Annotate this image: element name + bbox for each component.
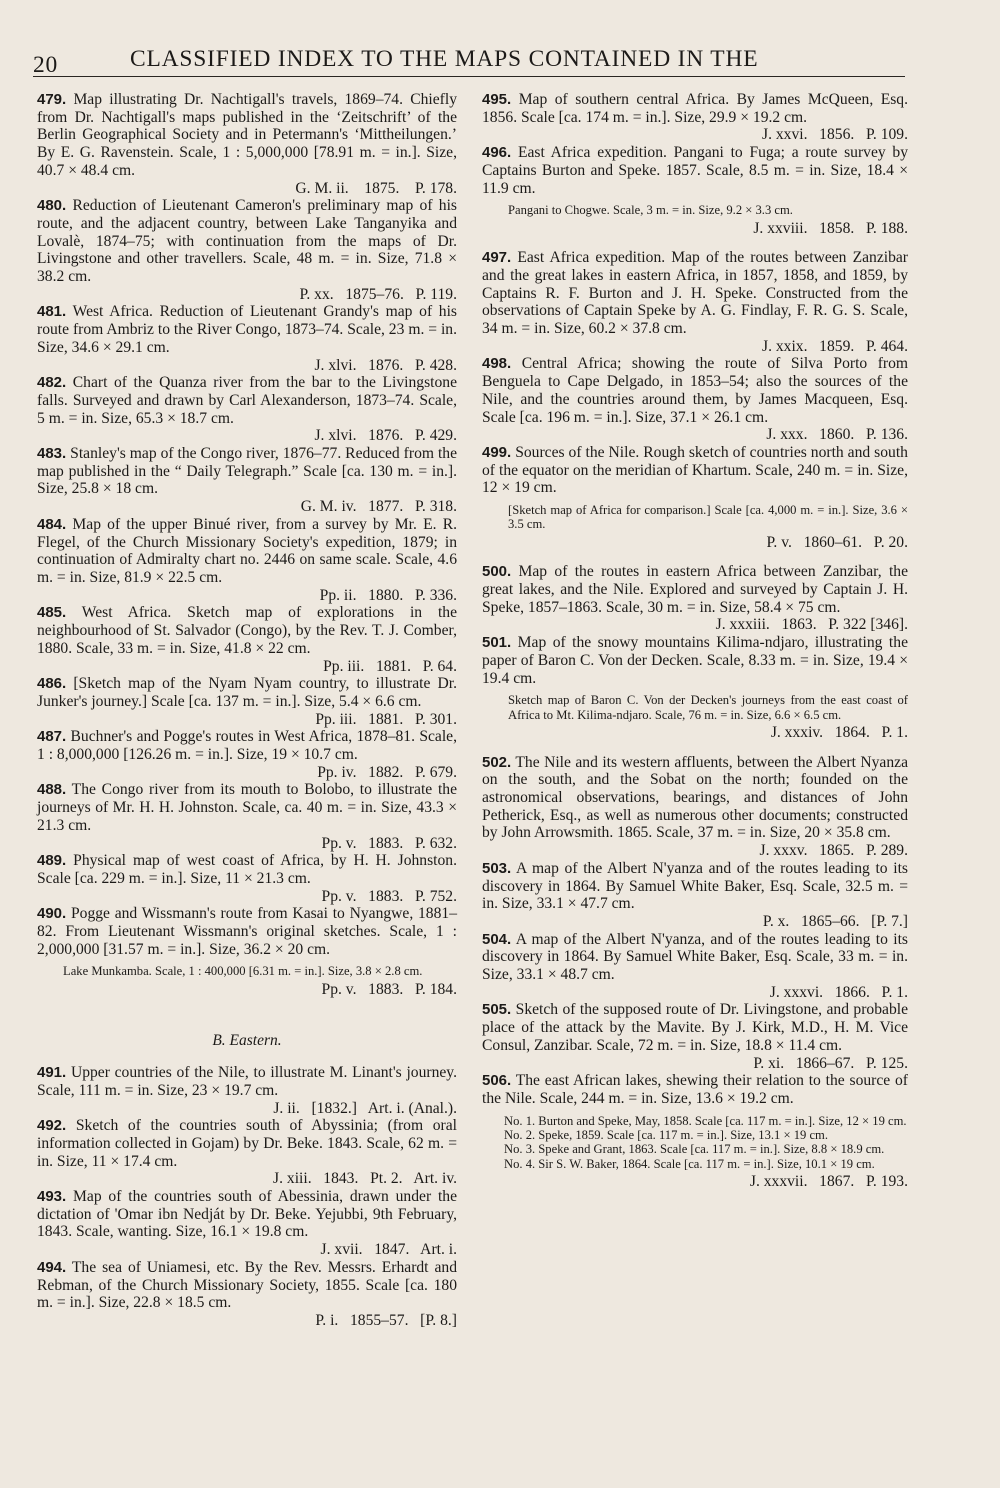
right-column: [482, 91, 908, 1191]
index-entry-502: 502. The Nile and its western affluents, between the Albert Nyanza on the south, and the Sobat on the north; founded on the astronomical observations, bearings, and distances of John Petherick, Esq., as well as numerous other documents; constructed by John Arrowsmith. 1865. Scale, 37 m. = in. Size, 20 × 35.8 cm. J. xxxv. 1865. P. 289.: [482, 753, 908, 860]
section-heading: B. Eastern.: [212, 1032, 282, 1050]
index-entry-491: 491. Upper countries of the Nile, to illustrate M. Linant's journey. Scale, 111 m. = in. Size, 23 × 19.7 cm. J. ii. [1832.] Art. i. (Anal.).: [37, 1064, 457, 1117]
entry-reference: P. x. 1865–66. [P. 7.]: [762, 912, 908, 930]
entry-reference: P. xi. 1866–67. P. 125.: [753, 1054, 908, 1072]
index-entry-485: 485. West Africa. Sketch map of explorations in the neighbourhood of St. Salvador (Congo), by the Rev. T. J. Comber, 1880. Scale, 33 m. = in. Size, 41.8 × 22 cm. Pp. iii. 1881. P. 64.: [37, 604, 457, 675]
sub-list-item: No. 2. Speke, 1859. Scale [ca. 117 m. = in.]. Size, 13.1 × 19 cm.: [504, 1127, 828, 1142]
index-entry-506-reference: [482, 1173, 908, 1191]
running-head: [33, 42, 903, 78]
entry-reference: Pp. iii. 1881. P. 64.: [323, 657, 457, 675]
entry-reference: Pp. ii. 1880. P. 336.: [319, 586, 457, 604]
entry-reference: Pp. v. 1883. P. 184.: [321, 980, 457, 998]
entry-reference: J. xiii. 1843. Pt. 2. Art. iv.: [273, 1170, 457, 1188]
index-entry-482: 482. Chart of the Quanza river from the bar to the Livingstone falls. Surveyed and drawn by Carl Alexanderson, 1873–74. Scale, 5 m. = in. Size, 65.3 × 18.7 cm. J. xlvi. 1876. P. 429.: [37, 374, 457, 445]
running-title: CLASSIFIED INDEX TO THE MAPS CONTAINED IN THE: [130, 46, 759, 72]
entry-reference: Pp. v. 1883. P. 632.: [321, 834, 457, 852]
index-entry-496-reference: [482, 220, 908, 238]
index-entry-501: 501. Map of the snowy mountains Kilima-ndjaro, illustrating the paper of Baron C. Von der Decken. Scale, 8.33 m. = in. Size, 19.4 × 19.4 cm.: [482, 634, 908, 687]
index-entry-499: 499. Sources of the Nile. Rough sketch of countries north and south of the equator on the meridian of Khartum. Scale, 240 m. = in. Size, 12 × 19 cm.: [482, 443, 908, 497]
sub-entry-note: Pangani to Chogwe. Scale, 3 m. = in. Size, 9.2 × 3.3 cm.: [508, 203, 793, 218]
entry-reference: J. xxxv. 1865. P. 289.: [759, 842, 908, 860]
entry-reference: Pp. iii. 1881. P. 301.: [315, 710, 457, 728]
entry-reference: J. xxxvi. 1866. P. 1.: [769, 983, 908, 1001]
index-entry-490-reference: [37, 981, 457, 999]
index-entry-488: 488. The Congo river from its mouth to Bolobo, to illustrate the journeys of Mr. H. H. Johnston. Scale, ca. 40 m. = in. Size, 43.3 × 21.3 cm. Pp. v. 1883. P. 632.: [37, 781, 457, 852]
entry-reference: J. xxvi. 1856. P. 109.: [762, 126, 908, 144]
page-number: 20: [33, 52, 59, 78]
sub-list-item: No. 3. Speke and Grant, 1863. Scale [ca. 117 m. = in.]. Size, 8.8 × 18.9 cm.: [504, 1142, 885, 1157]
index-entry-489: 489. Physical map of west coast of Africa, by H. H. Johnston. Scale [ca. 229 m. = in.]. Size, 11 × 21.3 cm. Pp. v. 1883. P. 752.: [37, 852, 457, 905]
index-entry-494: 494. The sea of Uniamesi, etc. By the Rev. Messrs. Erhardt and Rebman, of the Church Missionary Society, 1855. Scale [ca. 180 m. = in.]. Size, 22.8 × 18.5 cm. P. i. 1855–57. [P. 8.]: [37, 1258, 457, 1329]
entry-reference: J. xxxiii. 1863. P. 322 [346].: [715, 616, 908, 634]
index-entry-500: 500. Map of the routes in eastern Africa between Zanzibar, the great lakes, and the Nile. Explored and surveyed by Captain J. H. Speke, 1857–1863. Scale, 30 m. = in. Size, 58.4 × 75 cm. J. xxxiii. 1863. P. 322 [346].: [482, 563, 908, 634]
index-entry-496: 496. East Africa expedition. Pangani to Fuga; a route survey by Captains Burton and Speke. 1857. Scale, 8.5 m. = in. Size, 18.4 × 11.9 cm.: [482, 144, 908, 197]
index-entry-495: 495. Map of southern central Africa. By James McQueen, Esq. 1856. Scale [ca. 174 m. = in.]. Size, 29.9 × 19.2 cm. J. xxvi. 1856. P. 109.: [482, 91, 908, 144]
entry-reference: Pp. v. 1883. P. 752.: [321, 887, 457, 905]
entry-reference: J. xxix. 1859. P. 464.: [762, 337, 908, 355]
sub-entry-list: [482, 1114, 908, 1171]
header-rule: [33, 76, 905, 77]
index-entry-501-reference: [482, 724, 908, 742]
index-entry-483: 483. Stanley's map of the Congo river, 1876–77. Reduced from the map published in the “ Daily Telegraph.” Scale [ca. 130 m. = in.]. Size, 25.8 × 18 cm. G. M. iv. 1877. P. 318.: [37, 445, 457, 516]
entry-reference: J. xvii. 1847. Art. i.: [320, 1241, 457, 1259]
index-entry-493: 493. Map of the countries south of Abessinia, drawn under the dictation of 'Omar ibn Nedját by Dr. Beke. Yejubbi, 9th February, 1843. Scale, wanting. Size, 16.1 × 19.8 cm. J. xvii. 1847. Art. i.: [37, 1188, 457, 1259]
sub-entry-note: [Sketch map of Africa for comparison.] Scale [ca. 4,000 m. = in.]. Size, 3.6 × 3.5 cm.: [508, 503, 908, 532]
left-column: [37, 91, 457, 1330]
entry-reference: J. xxx. 1860. P. 136.: [766, 426, 908, 444]
index-entry-479: 479. Map illustrating Dr. Nachtigall's travels, 1869–74. Chiefly from Dr. Nachtigall's maps published in the ‘Zeitschrift’ of the Berlin Geographical Society and in Petermann's ‘Mittheilungen.’ By E. G. Ravenstein. Scale, 1 : 5,000,000 [78.91 m. = in.]. Size, 40.7 × 48.4 cm. G. M. ii. 1875. P. 178.: [37, 91, 457, 197]
index-entry-498: 498. Central Africa; showing the route of Silva Porto from Benguela to Cape Delgado, in 1853–54; also the sources of the Nile, and the countries around them, by James Macqueen, Esq. Scale [ca. 196 m. = in.]. Size, 37.1 × 26.1 cm. J. xxx. 1860. P. 136.: [482, 355, 909, 444]
index-entry-504: 504. A map of the Albert N'yanza, and of the routes leading to its discovery in 1864. By Samuel White Baker, Esq. Scale, 33 m. = in. Size, 33.1 × 48.7 cm. J. xxxvi. 1866. P. 1.: [482, 930, 908, 1001]
index-entry-499-reference: [482, 534, 908, 552]
entry-reference: J. xlvi. 1876. P. 428.: [314, 356, 457, 374]
entry-reference: P. v. 1860–61. P. 20.: [766, 533, 908, 551]
entry-reference: P. i. 1855–57. [P. 8.]: [315, 1312, 457, 1329]
index-entry-497: 497. East Africa expedition. Map of the routes between Zanzibar and the great lakes in eastern Africa, in 1857, 1858, and 1859, by Captains R. F. Burton and J. H. Speke. Constructed from the observations of Captain Speke by A. G. Findlay, F. R. G. S. Scale, 34 m. = in. Size, 60.2 × 37.8 cm. J. xxix. 1859. P. 464.: [482, 249, 909, 355]
index-entry-486: 486. [Sketch map of the Nyam Nyam country, to illustrate Dr. Junker's journey.] Scale [ca. 137 m. = in.]. Size, 5.4 × 6.6 cm. Pp. iii. 1881. P. 301.: [37, 675, 457, 728]
sub-entry-note: Lake Munkamba. Scale, 1 : 400,000 [6.31 m. = in.]. Size, 3.8 × 2.8 cm.: [63, 964, 423, 979]
index-entry-503: 503. A map of the Albert N'yanza and of the routes leading to its discovery in 1864. By Samuel White Baker, Esq. Scale, 32.5 m. = in. Size, 33.1 × 47.7 cm. P. x. 1865–66. [P. 7.]: [482, 859, 908, 930]
index-entry-481: 481. West Africa. Reduction of Lieutenant Grandy's map of his route from Ambriz to the River Congo, 1873–74. Scale, 23 m. = in. Size, 34.6 × 29.1 cm. J. xlvi. 1876. P. 428.: [37, 303, 457, 374]
index-entry-484: 484. Map of the upper Binué river, from a survey by Mr. E. R. Flegel, of the Church Missionary Society's expedition, 1879; in continuation of Admiralty chart no. 2446 on same scale. Scale, 4.6 m. = in. Size, 81.9 × 22.5 cm. Pp. ii. 1880. P. 336.: [37, 515, 457, 604]
entry-reference: J. ii. [1832.] Art. i. (Anal.).: [273, 1099, 457, 1117]
entry-reference: Pp. iv. 1882. P. 679.: [317, 763, 457, 781]
entry-reference: P. xx. 1875–76. P. 119.: [299, 285, 457, 303]
index-entry-490: 490. Pogge and Wissmann's route from Kasai to Nyangwe, 1881–82. From Lieutenant Wissmann's original sketches. Scale, 1 : 2,000,000 [31.57 m. = in.]. Size, 36.2 × 20 cm.: [37, 905, 457, 958]
entry-reference: G. M. ii. 1875. P. 178.: [295, 179, 457, 197]
sub-list-item: No. 4. Sir S. W. Baker, 1864. Scale [ca. 117 m. = in.]. Size, 10.1 × 19 cm.: [504, 1156, 875, 1171]
entry-reference: G. M. iv. 1877. P. 318.: [300, 498, 457, 516]
index-entry-487: 487. Buchner's and Pogge's routes in West Africa, 1878–81. Scale, 1 : 8,000,000 [126.26 m. = in.]. Size, 19 × 10.7 cm. Pp. iv. 1882. P. 679.: [37, 728, 457, 781]
index-entry-505: 505. Sketch of the supposed route of Dr. Livingstone, and probable place of the attack by the Mavite. By J. Kirk, M.D., H. M. Vice Consul, Zanzibar. Scale, 72 m. = in. Size, 18.8 × 11.4 cm. P. xi. 1866–67. P. 125.: [482, 1001, 908, 1072]
sub-list-item: No. 1. Burton and Speke, May, 1858. Scale [ca. 117 m. = in.]. Size, 12 × 19 cm.: [504, 1113, 907, 1128]
index-entry-480: 480. Reduction of Lieutenant Cameron's preliminary map of his route, and the adjacent country, between Lake Tanganyika and Lovalè, 1874–75; with continuation from the maps of Dr. Livingstone and other travellers. Scale, 48 m. = in. Size, 71.8 × 38.2 cm. P. xx. 1875–76. P. 119.: [37, 197, 457, 303]
index-entry-492: 492. Sketch of the countries south of Abyssinia; (from oral information collected in Gojam) by Dr. Beke. 1843. Scale, 62 m. = in. Size, 11 × 17.4 cm. J. xiii. 1843. Pt. 2. Art. iv.: [37, 1117, 457, 1188]
entry-reference: J. xxviii. 1858. P. 188.: [753, 219, 908, 237]
sub-entry-note: Sketch map of Baron C. Von der Decken's journeys from the east coast of Africa to Mt. Kilima-ndjaro. Scale, 76 m. = in. Size, 6.6 × 6.5 cm.: [508, 693, 908, 722]
entry-reference: J. xlvi. 1876. P. 429.: [314, 427, 457, 445]
index-entry-506: 506. The east African lakes, shewing their relation to the source of the Nile. Scale, 244 m. = in. Size, 13.6 × 19.2 cm.: [482, 1072, 908, 1107]
entry-reference: J. xxxvii. 1867. P. 193.: [749, 1172, 908, 1190]
entry-reference: J. xxxiv. 1864. P. 1.: [770, 723, 908, 741]
